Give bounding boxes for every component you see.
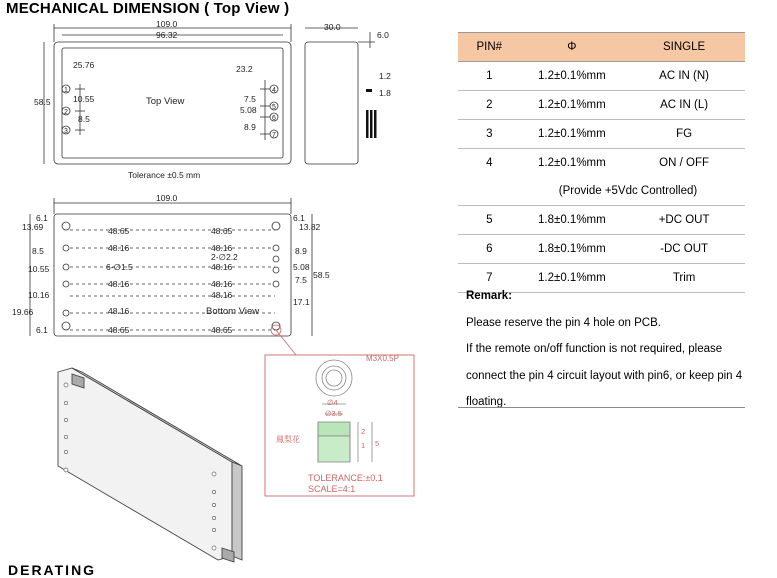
mr-dim-3: 2-∅2.2 bbox=[211, 252, 238, 262]
cell-signal: AC IN (N) bbox=[623, 62, 745, 91]
pin4-note: (Provide +5Vdc Controlled) bbox=[458, 177, 745, 206]
cell-dia: 1.2±0.1%mm bbox=[521, 264, 624, 293]
bl-dim-6: 19.66 bbox=[12, 307, 34, 317]
detail-tolerance: TOLERANCE:±0.1 bbox=[308, 473, 383, 483]
derating-heading: DERATING bbox=[8, 562, 97, 578]
mr-dim-2: 48.16 bbox=[211, 243, 233, 253]
mr-dim-5: 48.16 bbox=[211, 279, 233, 289]
cell-pin: 7 bbox=[458, 264, 521, 293]
pin-table-header bbox=[458, 33, 745, 62]
ml-dim-1: 48.65 bbox=[108, 226, 130, 236]
dim-10-55: 10.55 bbox=[73, 94, 95, 104]
dim-side-width: 30.0 bbox=[324, 22, 341, 32]
dim-5-08: 5.08 bbox=[240, 105, 257, 115]
cell-signal: -DC OUT bbox=[623, 235, 745, 264]
br-dim-1: 6.1 bbox=[293, 213, 305, 223]
ml-dim-6: 48.65 bbox=[108, 325, 130, 335]
cell-signal: ON / OFF bbox=[659, 157, 710, 169]
cell-signal: Trim bbox=[623, 264, 745, 293]
cell-dia: 1.8±0.1%mm bbox=[521, 206, 624, 235]
bl-dim-2: 13.69 bbox=[22, 222, 44, 232]
cell-pin: 3 bbox=[458, 120, 521, 149]
detail-thread: M3X0.5P bbox=[366, 354, 399, 363]
header-pin: PIN# bbox=[458, 33, 521, 62]
br-dim-6: 58.5 bbox=[313, 270, 330, 280]
bottom-right-dims bbox=[293, 213, 330, 307]
dim-23-2: 23.2 bbox=[236, 64, 253, 74]
cell-pin: 1 bbox=[458, 62, 521, 91]
mr-dim-7: 48.65 bbox=[211, 325, 233, 335]
table-row bbox=[458, 235, 745, 264]
dim-pin-b: 1.8 bbox=[379, 88, 391, 98]
bl-dim-5: 10.16 bbox=[28, 290, 50, 300]
top-view-tolerance: Tolerance ±0.5 mm bbox=[128, 170, 201, 180]
cell-dia: 1.8±0.1%mm bbox=[521, 235, 624, 264]
bottom-view-drawing bbox=[30, 198, 312, 336]
dim-inner-length: 96.32 bbox=[156, 30, 178, 40]
bl-dim-4: 10.55 bbox=[28, 264, 50, 274]
ml-dim-3: 6-∅1.5 bbox=[106, 262, 133, 272]
cell-signal: FG bbox=[623, 120, 745, 149]
pin-label-4: 4 bbox=[272, 87, 276, 94]
cell-signal: AC IN (L) bbox=[623, 91, 745, 120]
pin-label-7: 7 bbox=[272, 132, 276, 139]
page-title: MECHANICAL DIMENSION ( Top View ) bbox=[6, 0, 290, 17]
side-view-pins bbox=[366, 89, 377, 138]
br-dim-7: 17.1 bbox=[293, 297, 310, 307]
dim-7-5: 7.5 bbox=[244, 94, 256, 104]
cell-signal: +DC OUT bbox=[623, 206, 745, 235]
mr-dim-1: 48.65 bbox=[211, 226, 233, 236]
bl-dim-7: 6.1 bbox=[36, 325, 48, 335]
remark-line-1: Please reserve the pin 4 hole on PCB. bbox=[466, 316, 661, 329]
header-signal: SINGLE bbox=[623, 33, 745, 62]
ml-dim-5: 48.16 bbox=[108, 306, 130, 316]
mr-dim-6: 48.16 bbox=[211, 290, 233, 300]
dim-8-9: 8.9 bbox=[244, 122, 256, 132]
detail-h1: 2 bbox=[361, 427, 366, 436]
cell-pin: 5 bbox=[458, 206, 521, 235]
table-row bbox=[458, 149, 745, 178]
dim-8-5: 8.5 bbox=[78, 114, 90, 124]
cell-dia: 1.2±0.1%mm bbox=[521, 91, 624, 120]
detail-h3: 1 bbox=[361, 441, 366, 450]
remark-block bbox=[466, 283, 746, 416]
detail-scale: SCALE=4:1 bbox=[308, 484, 356, 494]
pin-label-6: 6 bbox=[272, 115, 276, 122]
remark-line-2: If the remote on/off function is not required, please connect the pin 4 circuit layout with pin6, or keep pin 4 floating. bbox=[466, 343, 743, 408]
pin-label-2: 2 bbox=[64, 109, 68, 116]
pin-label-1: 1 bbox=[64, 87, 68, 94]
bl-dim-3: 8.5 bbox=[32, 246, 44, 256]
detail-h2: 5 bbox=[375, 439, 380, 448]
br-dim-3: 8.9 bbox=[295, 246, 307, 256]
detail-d-outer: ∅4 bbox=[327, 398, 338, 407]
isometric-view bbox=[58, 368, 242, 562]
dim-height: 58.5 bbox=[34, 97, 51, 107]
dim-pin-a: 1.2 bbox=[379, 71, 391, 81]
bl-dim-1: 6.1 bbox=[36, 213, 48, 223]
table-row bbox=[458, 91, 745, 120]
ml-dim-2: 48.16 bbox=[108, 243, 130, 253]
detail-chinese-label: 鳳梨花 bbox=[276, 435, 300, 444]
cell-dia: 1.2±0.1%mm bbox=[521, 120, 624, 149]
table-row-note bbox=[458, 177, 745, 206]
cell-pin: 2 bbox=[458, 91, 521, 120]
cell-pin: 6 bbox=[458, 235, 521, 264]
dim-side-top: 6.0 bbox=[377, 30, 389, 40]
table-row bbox=[458, 206, 745, 235]
bottom-mid-right-dims bbox=[211, 226, 238, 335]
br-dim-5: 7.5 bbox=[295, 275, 307, 285]
pin-label-3: 3 bbox=[64, 128, 68, 135]
pin-label-5: 5 bbox=[272, 104, 276, 111]
br-dim-2: 13.82 bbox=[299, 222, 321, 232]
pin-table bbox=[458, 32, 745, 293]
bottom-mid-left-dims bbox=[106, 226, 133, 335]
top-view-label: Top View bbox=[146, 96, 185, 107]
ml-dim-4: 48.16 bbox=[108, 279, 130, 289]
bottom-left-dims bbox=[12, 213, 50, 335]
header-diameter: Φ bbox=[521, 33, 624, 62]
br-dim-4: 5.08 bbox=[293, 262, 310, 272]
bottom-view-label: Bottom View bbox=[206, 306, 260, 317]
detail-d-inner: ∅3.5 bbox=[325, 409, 342, 418]
remark-divider bbox=[458, 407, 745, 408]
bottom-dim-length: 109.0 bbox=[156, 193, 178, 203]
table-row bbox=[458, 62, 745, 91]
cell-dia: 1.2±0.1%mm bbox=[538, 157, 606, 169]
remark-heading: Remark: bbox=[466, 290, 513, 302]
cell-pin: 4 bbox=[486, 157, 493, 169]
cell-dia: 1.2±0.1%mm bbox=[521, 62, 624, 91]
dim-length: 109.0 bbox=[156, 19, 178, 29]
table-row bbox=[458, 120, 745, 149]
dim-25-76: 25.76 bbox=[73, 60, 95, 70]
mr-dim-4: 48.16 bbox=[211, 262, 233, 272]
